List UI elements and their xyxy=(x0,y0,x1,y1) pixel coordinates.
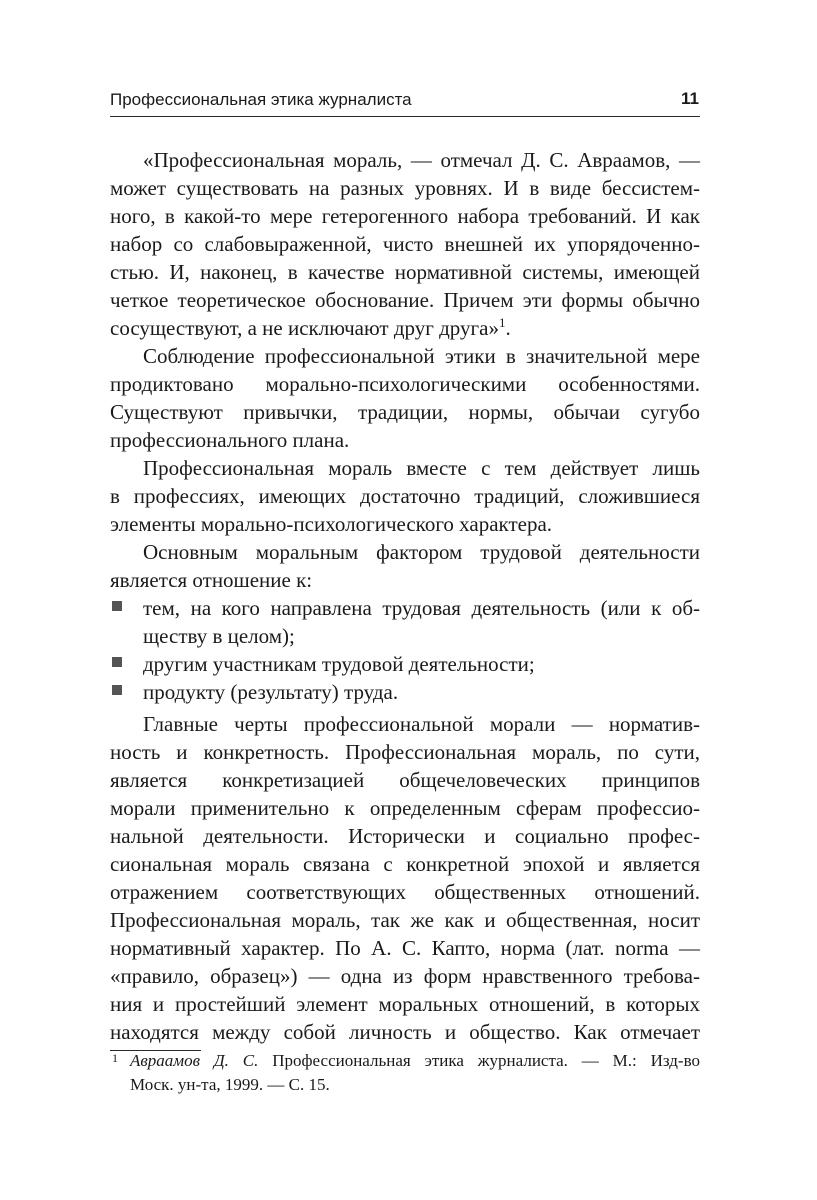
list-item-line: тем, на кого направлена трудовая деятельность (или к об- xyxy=(143,596,700,620)
list-item-line: ществу в целом); xyxy=(143,624,295,648)
list-item-line: продукту (результату) труда. xyxy=(143,680,399,704)
text-line: ния и простейший элемент моральных отношений, в которых xyxy=(110,992,700,1016)
footnote-text: Профессиональная этика журналиста. — М.: Изд-во xyxy=(258,1051,700,1070)
text-line: стью. И, наконец, в качестве нормативной системы, имеющей xyxy=(110,260,700,284)
text-line: нальной деятельности. Исторически и социально профес- xyxy=(110,824,700,848)
text-line: сиональная мораль связана с конкретной эпохой и является xyxy=(110,852,700,876)
text-line: может существовать на разных уровнях. И в виде бессистем- xyxy=(110,176,700,200)
text-line: «правило, образец») — одна из форм нравственного требова- xyxy=(110,964,700,988)
text-line: Основным моральным фактором трудовой деятельности xyxy=(143,540,700,564)
footnote-reference: 1 xyxy=(498,315,506,330)
square-bullet-icon xyxy=(112,657,122,667)
text-line: профессионального плана. xyxy=(110,428,350,452)
text-line: является отношение к: xyxy=(110,568,313,592)
square-bullet-icon xyxy=(112,601,122,611)
list-item-line: другим участникам трудовой деятельности; xyxy=(143,652,535,676)
text-line: сосуществуют, а не исключают друг друга»$^1$. xyxy=(110,315,511,340)
running-title: Профессиональная этика журналиста xyxy=(110,90,412,109)
running-header xyxy=(110,90,700,117)
text-line: «Профессиональная мораль, — отмечал Д. С. Авраамов, — xyxy=(143,148,700,172)
text-line: ного, в какой-то мере гетерогенного набора требований. И как xyxy=(110,204,700,228)
text-line: находятся между собой личность и общество. Как отмечает xyxy=(110,1020,700,1044)
text-line: морали применительно к определенным сферам профессио- xyxy=(110,796,700,820)
text-line: четкое теоретическое обоснование. Причем эти формы обычно xyxy=(110,288,700,312)
text-line: ность и конкретность. Профессиональная мораль, по сути, xyxy=(110,740,700,764)
text-line: Существуют привычки, традиции, нормы, обычаи сугубо xyxy=(110,400,700,424)
text-line: Главные черты профессиональной морали — норматив- xyxy=(143,712,700,736)
text-line: отражением соответствующих общественных отношений. xyxy=(110,880,700,904)
text-line-content: сосуществуют, а не исключают друг друга» xyxy=(110,316,499,340)
text-line: Соблюдение профессиональной этики в значительной мере xyxy=(143,344,700,368)
square-bullet-icon xyxy=(112,685,122,695)
text-line: нормативный характер. По А. С. Капто, норма (лат. norma — xyxy=(110,936,700,960)
text-line: продиктовано морально-психологическими особенностями. xyxy=(110,372,700,396)
text-line: является конкретизацией общечеловеческих принципов xyxy=(110,768,700,792)
text-line: элементы морально-психологического характера. xyxy=(110,512,553,536)
text-line: Профессиональная мораль, так же как и общественная, носит xyxy=(110,908,700,932)
text-line: Профессиональная мораль вместе с тем действует лишь xyxy=(143,456,700,480)
text-line: в профессиях, имеющих достаточно традиций, сложившиеся xyxy=(110,484,700,508)
text-line: набор со слабовыраженной, чисто внешней их упорядоченно- xyxy=(110,232,700,256)
page-number: 11 xyxy=(681,89,699,108)
footnote-author: Авраамов Д. С. xyxy=(130,1051,259,1070)
footnote-line xyxy=(130,1049,700,1073)
footnote-line: Моск. ун-та, 1999. — С. 15. xyxy=(130,1075,330,1094)
footnote-number: 1 xyxy=(112,1051,118,1065)
